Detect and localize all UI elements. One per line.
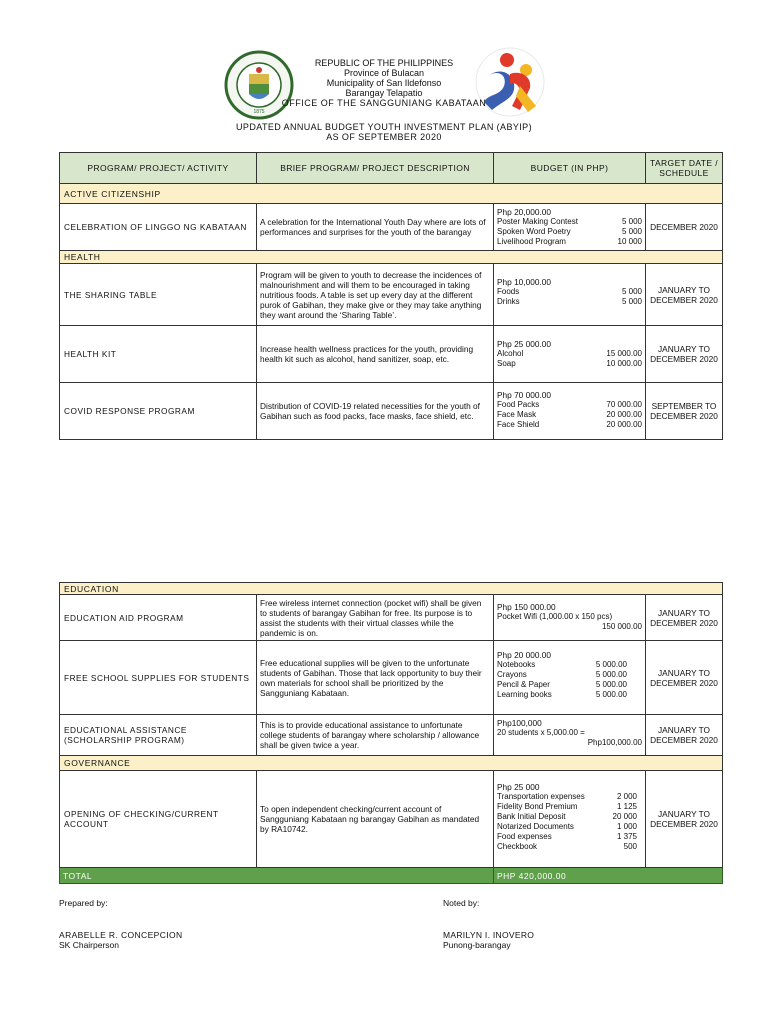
program-name: EDUCATIONAL ASSISTANCE (SCHOLARSHIP PROGRAM)	[60, 715, 257, 756]
prepared-by-name: ARABELLE R. CONCEPCION	[59, 930, 183, 940]
section-row-governance: GOVERNANCE	[60, 756, 723, 771]
budget-item: Food Packs 70 000.00	[497, 400, 642, 409]
budget-total: Php 25 000	[497, 782, 540, 792]
noted-by-name: MARILYN I. INOVERO	[443, 930, 535, 940]
column-header-budget: BUDGET (IN PHP)	[494, 153, 646, 184]
program-description: Program will be given to youth to decrease the incidences of malnourishment and will them to be encouraged in taking nutritious foods. A table is set up every day at the different purok of Gabihan, they make give or they may take anything they want around the ‘Sharing Table’.	[257, 264, 494, 326]
column-header-target: TARGET DATE / SCHEDULE	[646, 153, 723, 184]
target-date: JANUARY TO DECEMBER 2020	[646, 595, 723, 641]
table-row	[60, 595, 723, 641]
budget-cell	[494, 204, 646, 251]
header-line-1: REPUBLIC OF THE PHILIPPINES	[314, 58, 454, 68]
program-description: Free educational supplies will be given to the unfortunate students of Gabihan. Those that lack opportunity to buy their own materials for school shall be prioritized by the Sangguniang Kabataan.	[257, 641, 494, 715]
table-row	[60, 641, 723, 715]
column-header-description: BRIEF PROGRAM/ PROJECT DESCRIPTION	[257, 153, 494, 184]
budget-cell	[494, 326, 646, 383]
table-row	[60, 771, 723, 868]
budget-item: Poster Making Contest 5 000	[497, 217, 642, 226]
budget-item: Fidelity Bond Premium 1 125	[497, 802, 637, 811]
target-date: DECEMBER 2020	[646, 204, 723, 251]
program-name: EDUCATION AID PROGRAM	[60, 595, 257, 641]
budget-cell	[494, 383, 646, 440]
target-date: JANUARY TO DECEMBER 2020	[646, 641, 723, 715]
budget-item: Face Mask 20 000.00	[497, 410, 642, 419]
budget-cell	[494, 264, 646, 326]
program-name: OPENING OF CHECKING/CURRENT ACCOUNT	[60, 771, 257, 868]
target-date: JANUARY TO DECEMBER 2020	[646, 715, 723, 756]
total-amount: PHP 420,000.00	[494, 868, 723, 884]
budget-item: Notebooks 5 000.00	[497, 660, 627, 669]
program-description: Free wireless internet connection (pocket wifi) shall be given to students of barangay Gabihan for free. Its purpose is to assist the students with their virtual classes while the pandemic is on.	[257, 595, 494, 641]
program-name: THE SHARING TABLE	[60, 264, 257, 326]
table-row	[60, 383, 723, 440]
svg-text:1875: 1875	[253, 109, 265, 115]
target-date: JANUARY TO DECEMBER 2020	[646, 771, 723, 868]
section-row-active-citizenship: ACTIVE CITIZENSHIP	[60, 184, 723, 204]
program-description: To open independent checking/current account of Sangguniang Kabataan ng barangay Gabihan as mandated by RA10742.	[257, 771, 494, 868]
budget-computation: 20 students x 5,000.00 =	[497, 728, 585, 737]
table-row	[60, 264, 723, 326]
header-office: OFFICE OF THE SANGGUNIANG KABATAAN	[281, 98, 487, 108]
budget-item: Crayons 5 000.00	[497, 670, 627, 679]
budget-item: Checkbook 500	[497, 842, 637, 851]
budget-cell	[494, 715, 646, 756]
budget-item: Pencil & Paper 5 000.00	[497, 680, 627, 689]
budget-cell	[494, 595, 646, 641]
table-header-row	[60, 153, 723, 184]
budget-item: Notarized Documents 1 000	[497, 822, 637, 831]
section-row-education: EDUCATION	[60, 583, 723, 595]
program-description: This is to provide educational assistance to unfortunate college students of barangay where scholarship / allowance shall be given twice a year.	[257, 715, 494, 756]
budget-cell	[494, 771, 646, 868]
target-date: JANUARY TO DECEMBER 2020	[646, 264, 723, 326]
table-row	[60, 204, 723, 251]
program-description: Distribution of COVID-19 related necessities for the youth of Gabihan such as food packs, face masks, face shield, etc.	[257, 383, 494, 440]
budget-item: Foods 5 000	[497, 287, 642, 296]
budget-total: Php100,000	[497, 718, 542, 728]
budget-item: Learning books 5 000.00	[497, 690, 627, 699]
noted-by-label: Noted by:	[443, 898, 480, 908]
budget-total: Php 20,000.00	[497, 207, 551, 217]
target-date: SEPTEMBER TO DECEMBER 2020	[646, 383, 723, 440]
program-name: CELEBRATION OF LINGGO NG KABATAAN	[60, 204, 257, 251]
budget-item: Drinks 5 000	[497, 297, 642, 306]
noted-by-title: Punong-barangay	[443, 940, 511, 950]
total-row	[60, 868, 723, 884]
budget-cell	[494, 641, 646, 715]
budget-total: Php 25 000.00	[497, 339, 551, 349]
budget-total: Php 20 000.00	[497, 650, 551, 660]
header-line-2: Province of Bulacan	[343, 68, 425, 78]
prepared-by-label: Prepared by:	[59, 898, 108, 908]
column-header-program: PROGRAM/ PROJECT/ ACTIVITY	[60, 153, 257, 184]
program-description: A celebration for the International Youth Day where are lots of performances and surprises for the youth of the barangay	[257, 204, 494, 251]
budget-total: Php 150 000.00	[497, 602, 556, 612]
budget-item: Livelihood Program 10 000	[497, 237, 642, 246]
section-row-health: HEALTH	[60, 251, 723, 264]
budget-item: Alcohol 15 000.00	[497, 349, 642, 358]
budget-item: Bank Initial Deposit 20 000	[497, 812, 637, 821]
program-name: FREE SCHOOL SUPPLIES FOR STUDENTS	[60, 641, 257, 715]
budget-result: 150 000.00	[601, 622, 642, 631]
budget-total: Php 10,000.00	[497, 277, 551, 287]
table-row	[60, 326, 723, 383]
budget-item: Soap 10 000.00	[497, 359, 642, 368]
document-title: UPDATED ANNUAL BUDGET YOUTH INVESTMENT PLAN (ABYIP)	[236, 122, 532, 132]
target-date: JANUARY TO DECEMBER 2020	[646, 326, 723, 383]
document-subtitle: AS OF SEPTEMBER 2020	[326, 132, 442, 142]
total-label: TOTAL	[60, 868, 494, 884]
table-row	[60, 715, 723, 756]
program-name: COVID RESPONSE PROGRAM	[60, 383, 257, 440]
program-description: Increase health wellness practices for the youth, providing health kit such as alcohol, hand sanitizer, soap, etc.	[257, 326, 494, 383]
budget-computation: Pocket Wifi (1,000.00 x 150 pcs)	[497, 612, 613, 621]
budget-result: Php100,000.00	[587, 738, 642, 747]
header-line-3: Municipality of San Ildefonso	[326, 78, 442, 88]
abyip-table-part-2	[59, 582, 723, 884]
budget-total: Php 70 000.00	[497, 390, 551, 400]
program-name: HEALTH KIT	[60, 326, 257, 383]
budget-item: Food expenses 1 375	[497, 832, 637, 841]
abyip-table-part-1	[59, 152, 723, 440]
prepared-by-title: SK Chairperson	[59, 940, 120, 950]
header-line-4: Barangay Telapatio	[345, 88, 423, 98]
budget-item: Face Shield 20 000.00	[497, 420, 642, 429]
budget-item: Spoken Word Poetry 5 000	[497, 227, 642, 236]
budget-item: Transportation expenses 2 000	[497, 792, 637, 801]
